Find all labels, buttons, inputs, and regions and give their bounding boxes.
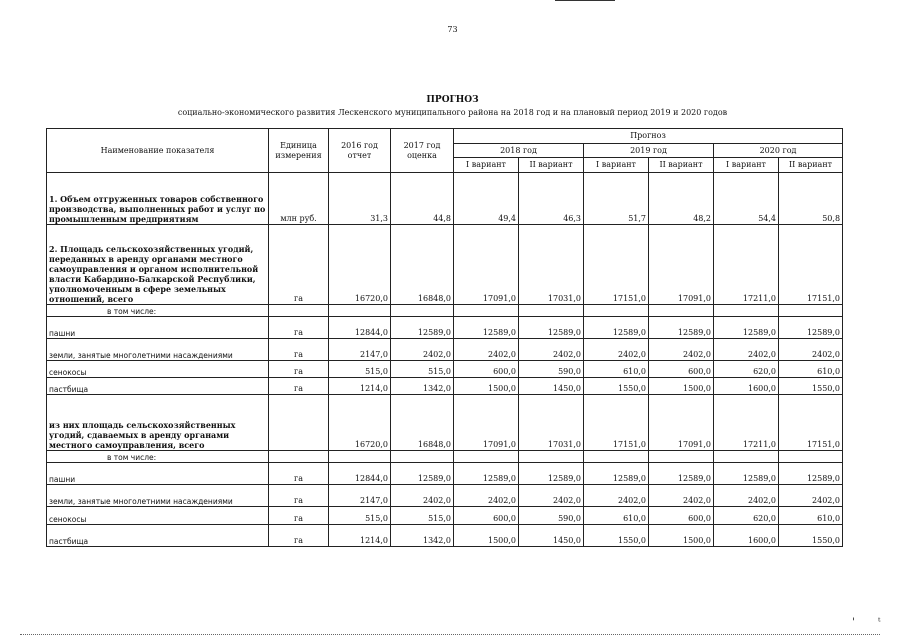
row-value: 1342,0	[391, 525, 454, 547]
row-unit: га	[269, 507, 329, 525]
row-name: 2. Площадь сельскохозяйственных угодий, переданных в аренду органами местного самоуправления и органом исполнительной власти Кабардино-Балкарской Республики, уполномоченным в сфере земельных отношений, всего	[47, 225, 269, 305]
row-value: 1500,0	[454, 525, 519, 547]
row-value: 1600,0	[714, 378, 779, 395]
row-value: 2402,0	[584, 339, 649, 361]
row-value	[714, 451, 779, 463]
row-value: 16720,0	[329, 395, 391, 451]
row-value	[519, 305, 584, 317]
row-unit	[269, 451, 329, 463]
row-value	[329, 451, 391, 463]
row-value	[391, 305, 454, 317]
row-unit: га	[269, 463, 329, 485]
row-value: 12589,0	[519, 463, 584, 485]
row-unit: га	[269, 361, 329, 378]
header-forecast: Прогноз	[454, 129, 843, 144]
row-value: 16848,0	[391, 395, 454, 451]
row-value: 620,0	[714, 361, 779, 378]
row-value: 54,4	[714, 173, 779, 225]
row-unit: га	[269, 485, 329, 507]
row-value: 50,8	[779, 173, 843, 225]
row-unit: га	[269, 378, 329, 395]
row-value: 600,0	[454, 361, 519, 378]
row-value	[779, 305, 843, 317]
table-row	[47, 378, 843, 395]
row-value: 17091,0	[454, 225, 519, 305]
header-variant: II вариант	[779, 158, 843, 173]
row-value	[779, 451, 843, 463]
row-value: 2402,0	[649, 339, 714, 361]
row-value: 1450,0	[519, 378, 584, 395]
row-name: пастбища	[47, 525, 269, 547]
row-value: 2402,0	[779, 339, 843, 361]
row-value: 1550,0	[584, 378, 649, 395]
row-value	[454, 305, 519, 317]
page-number: 73	[447, 25, 458, 34]
row-value: 12589,0	[779, 463, 843, 485]
row-name: пашни	[47, 317, 269, 339]
row-value: 1214,0	[329, 525, 391, 547]
row-value: 17031,0	[519, 225, 584, 305]
row-name: земли, занятые многолетними насаждениями	[47, 485, 269, 507]
row-value: 1550,0	[584, 525, 649, 547]
row-value: 1550,0	[779, 378, 843, 395]
row-value: 2402,0	[519, 485, 584, 507]
header-2020: 2020 год	[714, 144, 843, 158]
row-value: 12589,0	[584, 463, 649, 485]
row-value: 600,0	[454, 507, 519, 525]
row-value: 17211,0	[714, 395, 779, 451]
table-row	[47, 173, 843, 225]
row-value: 17091,0	[649, 225, 714, 305]
row-unit: га	[269, 525, 329, 547]
table-row	[47, 317, 843, 339]
header-variant: I вариант	[714, 158, 779, 173]
row-unit: га	[269, 225, 329, 305]
row-value: 12589,0	[649, 317, 714, 339]
row-value: 2402,0	[714, 339, 779, 361]
row-value: 44,8	[391, 173, 454, 225]
row-value	[329, 305, 391, 317]
row-value: 12589,0	[391, 463, 454, 485]
row-value: 515,0	[391, 507, 454, 525]
row-value: 515,0	[391, 361, 454, 378]
row-value: 2402,0	[714, 485, 779, 507]
header-unit: Единица измерения	[269, 129, 329, 173]
row-value: 515,0	[329, 507, 391, 525]
row-value	[584, 305, 649, 317]
row-value: 1500,0	[649, 378, 714, 395]
row-value	[454, 451, 519, 463]
row-value: 2147,0	[329, 485, 391, 507]
row-value: 31,3	[329, 173, 391, 225]
row-value: 12589,0	[779, 317, 843, 339]
row-value: 12589,0	[454, 317, 519, 339]
forecast-table	[46, 128, 843, 547]
row-value: 610,0	[779, 361, 843, 378]
row-value	[391, 451, 454, 463]
row-value: 46,3	[519, 173, 584, 225]
row-value: 2402,0	[519, 339, 584, 361]
row-value: 1600,0	[714, 525, 779, 547]
row-value: 610,0	[779, 507, 843, 525]
row-value: 2402,0	[391, 339, 454, 361]
row-value: 12589,0	[584, 317, 649, 339]
row-name: земли, занятые многолетними насаждениями	[47, 339, 269, 361]
row-value: 12589,0	[454, 463, 519, 485]
row-value: 17091,0	[454, 395, 519, 451]
row-value: 1500,0	[454, 378, 519, 395]
row-value: 12844,0	[329, 317, 391, 339]
table-row	[47, 305, 843, 317]
row-value: 17091,0	[649, 395, 714, 451]
row-value: 1342,0	[391, 378, 454, 395]
row-value: 17211,0	[714, 225, 779, 305]
row-value: 16720,0	[329, 225, 391, 305]
header-variant: I вариант	[454, 158, 519, 173]
header-2019: 2019 год	[584, 144, 714, 158]
row-name: 1. Объем отгруженных товаров собственного производства, выполненных работ и услуг по промышленным предприятиям	[47, 173, 269, 225]
row-value: 48,2	[649, 173, 714, 225]
row-unit	[269, 395, 329, 451]
header-2016: 2016 год отчет	[329, 129, 391, 173]
row-value: 12589,0	[714, 317, 779, 339]
top-edge-line	[555, 0, 615, 1]
row-value: 1550,0	[779, 525, 843, 547]
bottom-scan-line	[20, 634, 880, 635]
row-value: 1500,0	[649, 525, 714, 547]
row-value: 590,0	[519, 507, 584, 525]
row-value: 515,0	[329, 361, 391, 378]
table-row	[47, 451, 843, 463]
row-value: 17151,0	[779, 225, 843, 305]
row-value: 600,0	[649, 361, 714, 378]
row-value: 12589,0	[714, 463, 779, 485]
row-value: 17151,0	[584, 225, 649, 305]
row-value: 49,4	[454, 173, 519, 225]
header-variant: II вариант	[649, 158, 714, 173]
table-row	[47, 525, 843, 547]
row-value: 17031,0	[519, 395, 584, 451]
header-variant: I вариант	[584, 158, 649, 173]
table-row	[47, 361, 843, 378]
row-value: 2402,0	[584, 485, 649, 507]
header-2018: 2018 год	[454, 144, 584, 158]
row-unit: га	[269, 339, 329, 361]
row-value	[584, 451, 649, 463]
row-value: 12844,0	[329, 463, 391, 485]
row-value	[649, 451, 714, 463]
row-unit	[269, 305, 329, 317]
table-row	[47, 485, 843, 507]
row-name: сенокосы	[47, 361, 269, 378]
table-row	[47, 225, 843, 305]
row-name: сенокосы	[47, 507, 269, 525]
header-2017: 2017 год оценка	[391, 129, 454, 173]
row-unit: млн руб.	[269, 173, 329, 225]
document-title: ПРОГНОЗ	[426, 95, 479, 105]
row-value: 2147,0	[329, 339, 391, 361]
row-value: 620,0	[714, 507, 779, 525]
row-value	[649, 305, 714, 317]
row-value: 1450,0	[519, 525, 584, 547]
row-name: в том числе:	[47, 305, 269, 317]
row-value: 610,0	[584, 361, 649, 378]
table-row	[47, 395, 843, 451]
row-value: 17151,0	[779, 395, 843, 451]
row-value: 12589,0	[391, 317, 454, 339]
row-value: 600,0	[649, 507, 714, 525]
row-value: 2402,0	[454, 339, 519, 361]
row-value: 17151,0	[584, 395, 649, 451]
row-value: 2402,0	[649, 485, 714, 507]
row-value	[714, 305, 779, 317]
row-name: пашни	[47, 463, 269, 485]
row-value: 51,7	[584, 173, 649, 225]
row-value: 12589,0	[519, 317, 584, 339]
corner-mark-right: ᵗ	[878, 617, 881, 628]
header-variant: II вариант	[519, 158, 584, 173]
row-value: 590,0	[519, 361, 584, 378]
header-name: Наименование показателя	[47, 129, 269, 173]
row-value: 610,0	[584, 507, 649, 525]
document-subtitle: социально-экономического развития Лескенского муниципального района на 2018 год и на плановый период 2019 и 2020 годов	[177, 108, 728, 117]
table-row	[47, 463, 843, 485]
corner-mark-left: '	[852, 617, 855, 628]
row-name: из них площадь сельскохозяйственных угодий, сдаваемых в аренду органами местного самоуправления, всего	[47, 395, 269, 451]
row-value	[519, 451, 584, 463]
row-value: 16848,0	[391, 225, 454, 305]
row-value: 2402,0	[779, 485, 843, 507]
row-value: 2402,0	[391, 485, 454, 507]
row-name: в том числе:	[47, 451, 269, 463]
table-row	[47, 507, 843, 525]
row-name: пастбища	[47, 378, 269, 395]
row-value: 12589,0	[649, 463, 714, 485]
row-value: 1214,0	[329, 378, 391, 395]
table-row	[47, 339, 843, 361]
row-unit: га	[269, 317, 329, 339]
row-value: 2402,0	[454, 485, 519, 507]
